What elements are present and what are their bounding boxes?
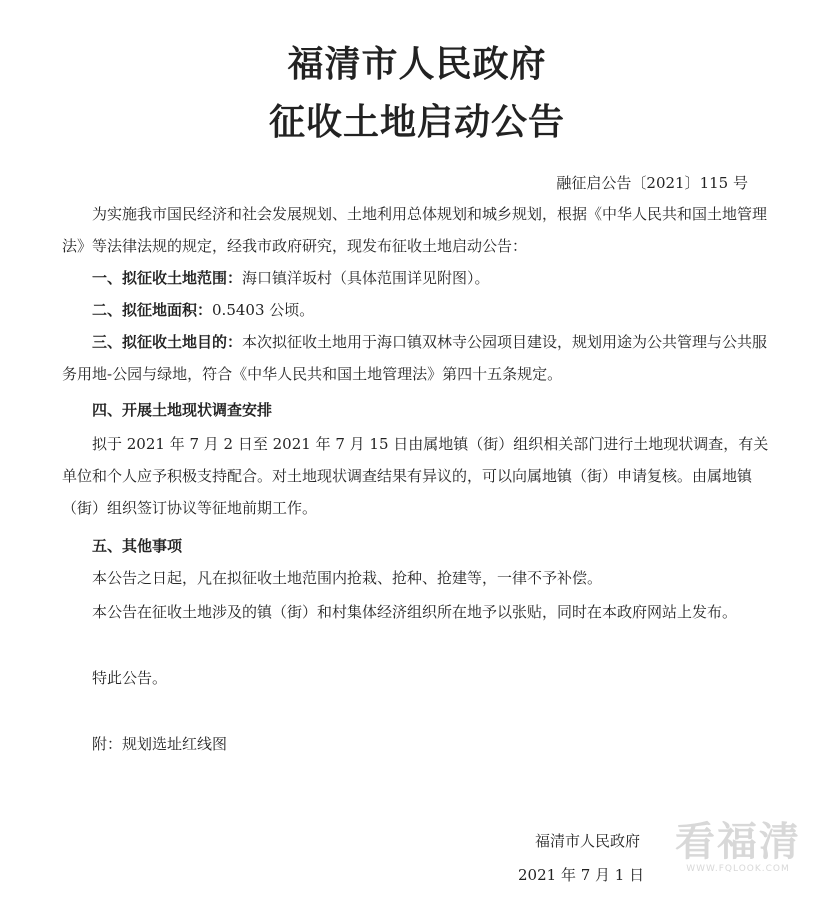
section-5-heading: 五、其他事项 (92, 537, 183, 555)
section-3-heading: 三、拟征收土地目的： (92, 333, 243, 351)
attachment-note: 附：规划选址红线图 (92, 735, 228, 753)
section-4-text: 拟于 2021 年 7 月 2 日至 2021 年 7 月 15 日由属地镇（街）组织相关部门进行土地现状调查，有关单位和个人应予积极支持配合。对土地现状调查结果有异议的，可以向属地镇（街）申请复核。由属地镇（街）组织签订协议等征地前期工作。 (62, 435, 769, 517)
document-number: 融征启公告〔2021〕115 号 (556, 174, 748, 192)
watermark-text: 看福清 (675, 819, 801, 865)
watermark-logo (668, 820, 808, 874)
section-5-text-1: 本公告之日起，凡在拟征收土地范围内抢栽、抢种、抢建等，一律不予补偿。 (92, 569, 603, 587)
section-2-text: 0.5403 公顷。 (212, 301, 315, 319)
section-2 (62, 294, 774, 326)
signature-date: 2021 年 7 月 1 日 (518, 866, 645, 884)
watermark-url: WWW.FQLOOK.COM (686, 864, 790, 874)
section-3-text: 本次拟征收土地用于海口镇双林寺公园项目建设，规划用途为公共管理与公共服务用地-公园与绿地，符合《中华人民共和国土地管理法》第四十五条规定。 (62, 333, 768, 383)
signature-organization: 福清市人民政府 (535, 832, 641, 850)
intro-paragraph: 为实施我市国民经济和社会发展规划、土地利用总体规划和城乡规划，根据《中华人民共和国土地管理法》等法律法规的规定，经我市政府研究，现发布征收土地启动公告： (62, 205, 768, 255)
section-4-heading: 四、开展土地现状调查安排 (92, 401, 273, 419)
title-line-1: 福清市人民政府 (287, 44, 547, 85)
title-line-2: 征收土地启动公告 (268, 102, 565, 143)
section-1-text: 海口镇洋坂村（具体范围详见附图）。 (242, 269, 490, 287)
section-1-heading: 一、拟征收土地范围： (92, 269, 243, 287)
section-2-heading: 二、拟征地面积： (92, 301, 213, 319)
section-5-text-2: 本公告在征收土地涉及的镇（街）和村集体经济组织所在地予以张贴，同时在本政府网站上发布。 (92, 603, 738, 621)
closing-text: 特此公告。 (92, 669, 168, 687)
section-3 (62, 326, 774, 390)
section-1 (62, 262, 774, 294)
